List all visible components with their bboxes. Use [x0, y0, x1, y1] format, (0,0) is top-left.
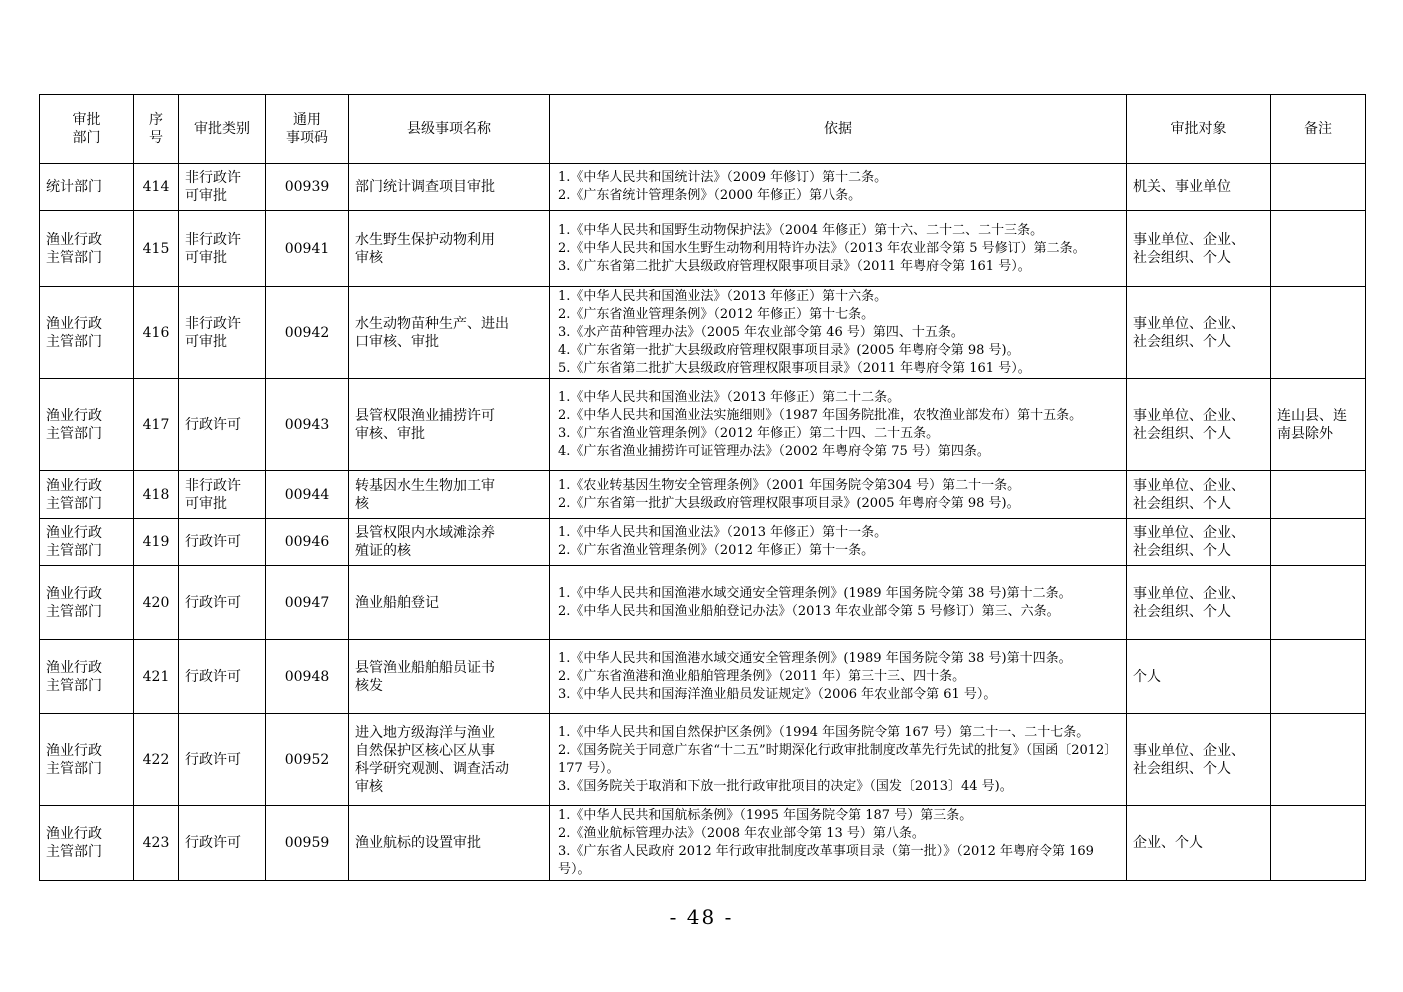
cell-name: 县管渔业船舶船员证书 核发 [349, 640, 550, 714]
cell-note: 连山县、连 南县除外 [1271, 379, 1366, 471]
cell-target: 机关、事业单位 [1127, 164, 1271, 211]
cell-basis: 1.《农业转基因生物安全管理条例》（2001 年国务院令第304 号）第二十一条。 2.《广东省第一批扩大县级政府管理权限事项目录》(2005 年粤府令第 98 号)。 [550, 471, 1127, 519]
table-row [40, 287, 1366, 379]
cell-dept: 统计部门 [40, 164, 134, 211]
cell-basis: 1.《中华人民共和国自然保护区条例》（1994 年国务院令第 167 号）第二十一、二十七条。 2.《国务院关于同意广东省“十二五”时期深化行政审批制度改革先行先试的批复》（国函〔2012〕177 号）。 3.《国务院关于取消和下放一批行政审批项目的决定》（国发〔2013〕44 号)。 [550, 714, 1127, 806]
cell-target: 企业、个人 [1127, 806, 1271, 881]
table-row [40, 211, 1366, 287]
cell-name: 县管权限内水域滩涂养 殖证的核 [349, 519, 550, 566]
cell-basis: 1.《中华人民共和国渔港水域交通安全管理条例》(1989 年国务院令第 38 号)第十二条。 2.《中华人民共和国渔业船舶登记办法》（2013 年农业部令第 5 号修订）第三、六条。 [550, 566, 1127, 640]
cell-dept: 渔业行政 主管部门 [40, 566, 134, 640]
cell-name: 进入地方级海洋与渔业 自然保护区核心区从事 科学研究观测、调查活动 审核 [349, 714, 550, 806]
table-row [40, 471, 1366, 519]
approval-items-table [39, 94, 1366, 881]
cell-category: 行政许可 [179, 379, 266, 471]
cell-category: 非行政许 可审批 [179, 164, 266, 211]
cell-category: 行政许可 [179, 640, 266, 714]
cell-code: 00944 [266, 471, 349, 519]
cell-category: 非行政许 可审批 [179, 211, 266, 287]
cell-category: 非行政许 可审批 [179, 471, 266, 519]
header-category: 审批类别 [179, 95, 266, 164]
table-row [40, 640, 1366, 714]
cell-code: 00946 [266, 519, 349, 566]
cell-note [1271, 806, 1366, 881]
cell-basis: 1.《中华人民共和国统计法》（2009 年修订）第十二条。 2.《广东省统计管理条例》（2000 年修正）第八条。 [550, 164, 1127, 211]
cell-seq: 419 [134, 519, 179, 566]
cell-basis: 1.《中华人民共和国航标条例》（1995 年国务院令第 187 号）第三条。 2.《渔业航标管理办法》（2008 年农业部令第 13 号）第八条。 3.《广东省人民政府 2012 年行政审批制度改革事项目录（第一批）》（2012 年粤府令第 169 号）。 [550, 806, 1127, 881]
cell-basis: 1.《中华人民共和国渔业法》（2013 年修正）第十一条。 2.《广东省渔业管理条例》（2012 年修正）第十一条。 [550, 519, 1127, 566]
cell-basis: 1.《中华人民共和国渔业法》（2013 年修正）第十六条。 2.《广东省渔业管理条例》（2012 年修正）第十七条。 3.《水产苗种管理办法》（2005 年农业部令第 46 号）第四、十五条。 4.《广东省第一批扩大县级政府管理权限事项目录》(2005 年粤府令第 98 号)。 5.《广东省第二批扩大县级政府管理权限事项目录》（2011 年粤府令第 161 号）。 [550, 287, 1127, 379]
cell-note [1271, 211, 1366, 287]
cell-target: 事业单位、企业、 社会组织、个人 [1127, 714, 1271, 806]
header-code: 通用 事项码 [266, 95, 349, 164]
cell-code: 00948 [266, 640, 349, 714]
cell-dept: 渔业行政 主管部门 [40, 806, 134, 881]
cell-code: 00942 [266, 287, 349, 379]
cell-category: 行政许可 [179, 519, 266, 566]
cell-target: 事业单位、企业、 社会组织、个人 [1127, 519, 1271, 566]
cell-code: 00941 [266, 211, 349, 287]
cell-name: 部门统计调查项目审批 [349, 164, 550, 211]
cell-dept: 渔业行政 主管部门 [40, 640, 134, 714]
cell-seq: 422 [134, 714, 179, 806]
cell-target: 个人 [1127, 640, 1271, 714]
cell-target: 事业单位、企业、 社会组织、个人 [1127, 287, 1271, 379]
table-row [40, 806, 1366, 881]
cell-name: 转基因水生生物加工审 核 [349, 471, 550, 519]
cell-note [1271, 566, 1366, 640]
cell-code: 00939 [266, 164, 349, 211]
cell-dept: 渔业行政 主管部门 [40, 211, 134, 287]
cell-target: 事业单位、企业、 社会组织、个人 [1127, 566, 1271, 640]
cell-code: 00947 [266, 566, 349, 640]
cell-seq: 417 [134, 379, 179, 471]
cell-name: 水生动物苗种生产、进出 口审核、审批 [349, 287, 550, 379]
table-row [40, 566, 1366, 640]
cell-note [1271, 640, 1366, 714]
cell-note [1271, 287, 1366, 379]
header-target: 审批对象 [1127, 95, 1271, 164]
cell-dept: 渔业行政 主管部门 [40, 287, 134, 379]
cell-note [1271, 471, 1366, 519]
cell-category: 行政许可 [179, 714, 266, 806]
table-row [40, 519, 1366, 566]
cell-target: 事业单位、企业、 社会组织、个人 [1127, 379, 1271, 471]
cell-dept: 渔业行政 主管部门 [40, 714, 134, 806]
cell-dept: 渔业行政 主管部门 [40, 519, 134, 566]
cell-seq: 421 [134, 640, 179, 714]
cell-seq: 414 [134, 164, 179, 211]
cell-seq: 423 [134, 806, 179, 881]
cell-seq: 415 [134, 211, 179, 287]
cell-basis: 1.《中华人民共和国渔港水域交通安全管理条例》(1989 年国务院令第 38 号)第十四条。 2.《广东省渔港和渔业船舶管理条例》（2011 年）第三十三、四十条。 3.《中华人民共和国海洋渔业船员发证规定》（2006 年农业部令第 61 号）。 [550, 640, 1127, 714]
table-header-row [40, 95, 1366, 164]
cell-seq: 418 [134, 471, 179, 519]
cell-name: 水生野生保护动物利用 审核 [349, 211, 550, 287]
cell-name: 渔业船舶登记 [349, 566, 550, 640]
header-seq: 序 号 [134, 95, 179, 164]
cell-seq: 416 [134, 287, 179, 379]
cell-basis: 1.《中华人民共和国野生动物保护法》（2004 年修正）第十六、二十二、二十三条。 2.《中华人民共和国水生野生动物利用特许办法》（2013 年农业部令第 5 号修订）第二条。 3.《广东省第二批扩大县级政府管理权限事项目录》（2011 年粤府令第 161 号）。 [550, 211, 1127, 287]
header-name: 县级事项名称 [349, 95, 550, 164]
cell-code: 00943 [266, 379, 349, 471]
table-row [40, 714, 1366, 806]
cell-code: 00959 [266, 806, 349, 881]
cell-name: 渔业航标的设置审批 [349, 806, 550, 881]
cell-dept: 渔业行政 主管部门 [40, 471, 134, 519]
cell-basis: 1.《中华人民共和国渔业法》（2013 年修正）第二十二条。 2.《中华人民共和国渔业法实施细则》（1987 年国务院批准，农牧渔业部发布）第十五条。 3.《广东省渔业管理条例》（2012 年修正）第二十四、二十五条。 4.《广东省渔业捕捞许可证管理办法》（2002 年粤府令第 75 号）第四条。 [550, 379, 1127, 471]
header-dept: 审批 部门 [40, 95, 134, 164]
page-number: - 48 - [669, 905, 734, 929]
cell-seq: 420 [134, 566, 179, 640]
cell-note [1271, 519, 1366, 566]
cell-target: 事业单位、企业、 社会组织、个人 [1127, 471, 1271, 519]
table-row [40, 379, 1366, 471]
cell-note [1271, 164, 1366, 211]
table-row [40, 164, 1366, 211]
cell-target: 事业单位、企业、 社会组织、个人 [1127, 211, 1271, 287]
cell-dept: 渔业行政 主管部门 [40, 379, 134, 471]
header-note: 备注 [1271, 95, 1366, 164]
cell-note [1271, 714, 1366, 806]
cell-code: 00952 [266, 714, 349, 806]
header-basis: 依据 [550, 95, 1127, 164]
cell-category: 行政许可 [179, 806, 266, 881]
cell-category: 行政许可 [179, 566, 266, 640]
cell-category: 非行政许 可审批 [179, 287, 266, 379]
cell-name: 县管权限渔业捕捞许可 审核、审批 [349, 379, 550, 471]
